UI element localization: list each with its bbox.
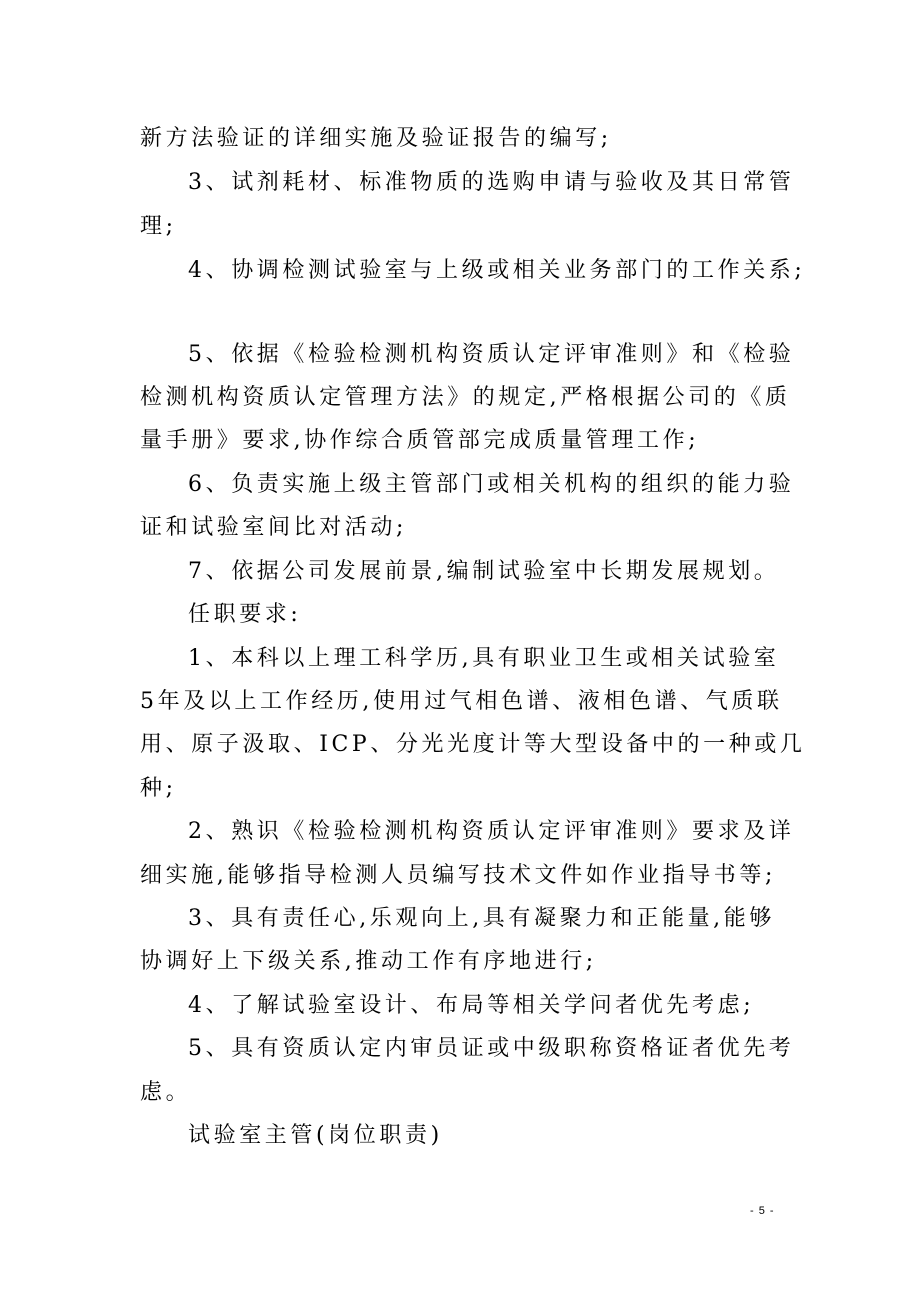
page-number: - 5 - — [750, 1205, 775, 1217]
text-line: 协调好上下级关系,推动工作有序地进行; — [140, 949, 597, 974]
text-line: 5年及以上工作经历,使用过气相色谱、液相色谱、气质联 — [140, 689, 783, 714]
text-line: 1、本科以上理工科学历,具有职业卫生或相关试验室 — [188, 646, 780, 671]
text-line: 7、依据公司发展前景,编制试验室中长期发展规划。 — [188, 559, 780, 584]
text-line: 2、熟识《检验检测机构资质认定评审准则》要求及详 — [188, 819, 795, 844]
text-line: 5、具有资质认定内审员证或中级职称资格证者优先考 — [188, 1036, 795, 1061]
text-line: 细实施,能够指导检测人员编写技术文件如作业指导书等; — [140, 863, 777, 888]
text-line: 6、负责实施上级主管部门或相关机构的组织的能力验 — [188, 472, 795, 497]
text-line: 检测机构资质认定管理方法》的规定,严格根据公司的《质 — [140, 385, 791, 410]
text-line: 3、试剂耗材、标准物质的选购申请与验收及其日常管 — [188, 170, 795, 195]
text-line: 4、了解试验室设计、布局等相关学问者优先考虑; — [188, 993, 755, 1018]
section-heading: 试验室主管(岗位职责) — [188, 1123, 443, 1148]
text-line: 5、依据《检验检测机构资质认定评审准则》和《检验 — [188, 342, 795, 367]
text-line: 理; — [140, 214, 177, 239]
text-line: 虑。 — [140, 1080, 192, 1105]
text-line: 4、协调检测试验室与上级或相关业务部门的工作关系; — [188, 258, 806, 283]
text-line: 3、具有责任心,乐观向上,具有凝聚力和正能量,能够 — [188, 906, 775, 931]
text-line: 证和试验室间比对活动; — [140, 515, 408, 540]
text-line: 用、原子汲取、ICP、分光光度计等大型设备中的一种或几 — [140, 732, 806, 757]
text-line: 量手册》要求,协作综合质管部完成质量管理工作; — [140, 428, 700, 453]
text-line: 新方法验证的详细实施及验证报告的编写; — [140, 126, 612, 151]
text-line: 种; — [140, 776, 177, 801]
section-heading: 任职要求: — [188, 602, 302, 627]
